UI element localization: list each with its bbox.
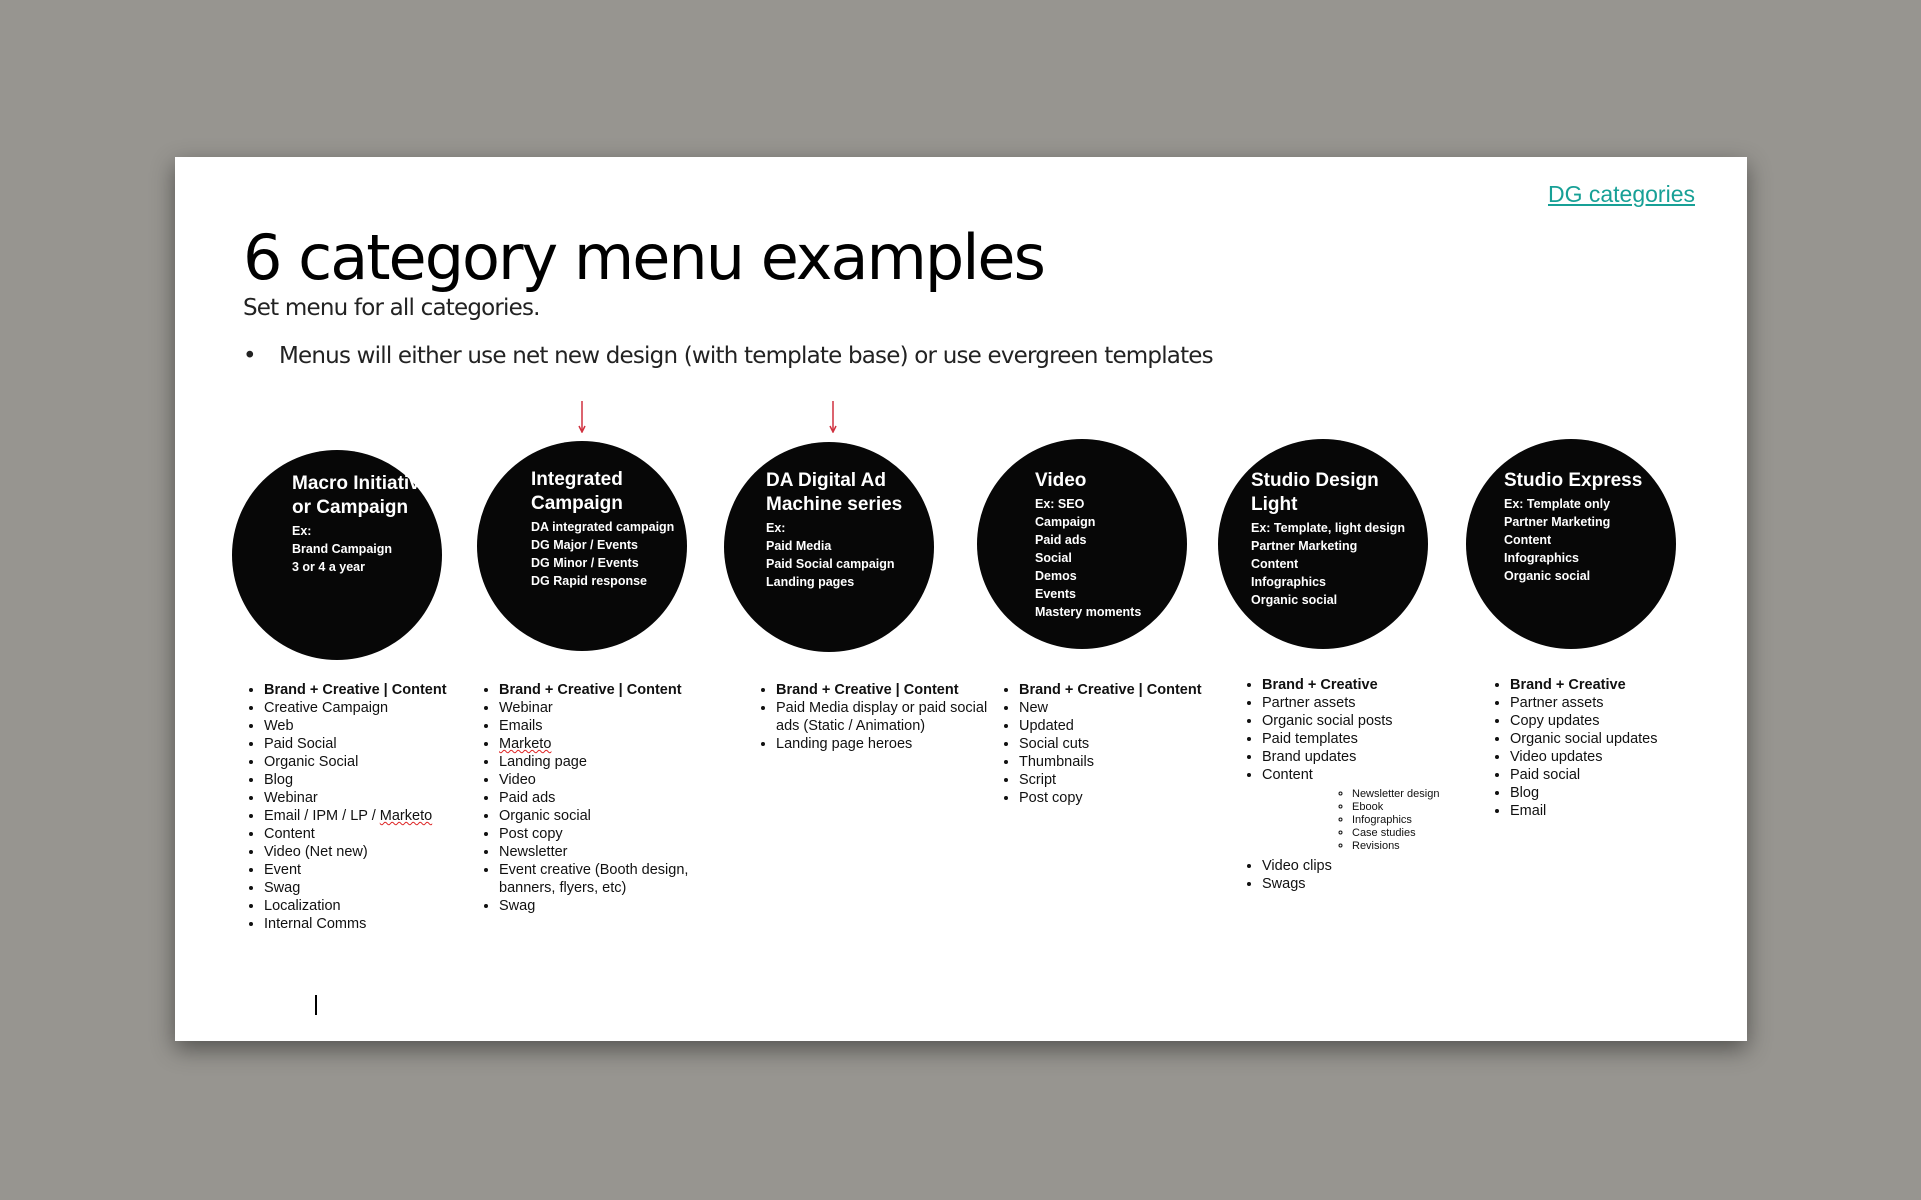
- list-item: • Video (Net new): [264, 843, 496, 861]
- list-item: • Paid Media display or paid social ads (Static / Animation): [776, 699, 1008, 735]
- sublist-item: ◦ Revisions: [1352, 840, 1494, 853]
- list-item: • Brand updates: [1262, 748, 1494, 766]
- category-example-line: DG Major / Events: [531, 538, 638, 552]
- list-item: • Thumbnails: [1019, 753, 1251, 771]
- category-circle: [724, 442, 934, 652]
- bullet-point: [243, 343, 1213, 369]
- deliverables-list: [1240, 676, 1494, 893]
- list-item: • Blog: [264, 771, 496, 789]
- list-item: • Organic social updates: [1510, 730, 1742, 748]
- list-item: • Brand + Creative: [1510, 676, 1742, 694]
- category-title: Studio Express: [1504, 470, 1643, 491]
- list-item: • Updated: [1019, 717, 1251, 735]
- category-title: Macro Initiative or Campaign: [292, 473, 431, 518]
- list-item: • Organic social posts: [1262, 712, 1494, 730]
- subtitle: Set menu for all categories.: [243, 295, 540, 321]
- list-item: • Swag: [499, 897, 731, 915]
- category-example-line: Ex: SEO: [1035, 497, 1085, 511]
- deliverables-list: [997, 681, 1251, 807]
- list-item: • Partner assets: [1510, 694, 1742, 712]
- category-example-line: Paid Media: [766, 539, 832, 553]
- list-item: • Video: [499, 771, 731, 789]
- list-item: • Landing page: [499, 753, 731, 771]
- category-example-line: Brand Campaign: [292, 542, 393, 556]
- list-item: • Emails: [499, 717, 731, 735]
- sublist-item: ◦ Case studies: [1352, 827, 1494, 840]
- category-example-line: Social: [1035, 551, 1072, 565]
- down-arrow-icon: [577, 401, 587, 433]
- sublist-item: ◦ Ebook: [1352, 801, 1494, 814]
- category-example-line: Content: [1504, 533, 1552, 547]
- list-item: • Webinar: [499, 699, 731, 717]
- list-item: • Creative Campaign: [264, 699, 496, 717]
- list-item: • Web: [264, 717, 496, 735]
- list-item: • Event: [264, 861, 496, 879]
- category-example-line: DG Rapid response: [531, 574, 647, 588]
- list-item: • Localization: [264, 897, 496, 915]
- category-example-line: DG Minor / Events: [531, 556, 639, 570]
- list-item: • Social cuts: [1019, 735, 1251, 753]
- category-example-line: Infographics: [1504, 551, 1580, 565]
- category-example-line: DA integrated campaign: [531, 520, 675, 534]
- category-circle: [977, 439, 1187, 649]
- list-item: • Organic social: [499, 807, 731, 825]
- list-item: • Organic Social: [264, 753, 496, 771]
- list-item: • Script: [1019, 771, 1251, 789]
- list-item-text: Marketo: [499, 736, 552, 752]
- category-example-line: Demos: [1035, 569, 1077, 583]
- content-sublist: [1332, 788, 1494, 853]
- down-arrow-icon: [828, 401, 838, 433]
- category-example-line: Partner Marketing: [1504, 515, 1611, 529]
- category-example-line: Infographics: [1251, 575, 1327, 589]
- category-circle: [477, 441, 687, 651]
- category-example-line: Content: [1251, 557, 1299, 571]
- list-item: • Webinar: [264, 789, 496, 807]
- list-item: • Brand + Creative | Content: [499, 681, 731, 699]
- list-item: • Landing page heroes: [776, 735, 1008, 753]
- list-item: • Post copy: [499, 825, 731, 843]
- deliverables-list: [242, 681, 496, 933]
- category-example-line: Organic social: [1251, 593, 1338, 607]
- category-example-line: Paid ads: [1035, 533, 1087, 547]
- list-item: • Partner assets: [1262, 694, 1494, 712]
- category-example-line: 3 or 4 a year: [292, 560, 365, 574]
- category-circle: [1218, 439, 1428, 649]
- spellcheck-word: Marketo: [379, 808, 433, 824]
- category-circle: [232, 450, 442, 660]
- list-item: • Swags: [1262, 875, 1494, 893]
- list-item: • Paid social: [1510, 766, 1742, 784]
- dg-categories-link[interactable]: DG categories: [1547, 181, 1695, 207]
- list-item: • Paid Social: [264, 735, 496, 753]
- sublist-item: ◦ Newsletter design: [1352, 788, 1494, 801]
- list-item: • Event creative (Booth design, banners, flyers, etc): [499, 861, 731, 897]
- category-example-line: Organic social: [1504, 569, 1591, 583]
- list-item: • Brand + Creative: [1262, 676, 1494, 694]
- category-circle: [1466, 439, 1676, 649]
- deliverables-list: [754, 681, 1008, 753]
- bullet-text: Menus will either use net new design (with template base) or use evergreen templates: [279, 343, 1213, 369]
- list-item-text: Content: [1262, 767, 1313, 783]
- category-example-line: Partner Marketing: [1251, 539, 1358, 553]
- category-example-line: Campaign: [1035, 515, 1096, 529]
- category-example-line: Landing pages: [766, 575, 855, 589]
- list-item: • Video clips: [1262, 857, 1494, 875]
- category-example-line: Events: [1035, 587, 1076, 601]
- list-item: • Email: [1510, 802, 1742, 820]
- list-item: • Internal Comms: [264, 915, 496, 933]
- list-item: • Paid ads: [499, 789, 731, 807]
- slide: [175, 157, 1747, 1041]
- category-example-line: Ex:: [766, 521, 786, 535]
- category-example-line: Ex: Template only: [1504, 497, 1611, 511]
- list-item: • Swag: [264, 879, 496, 897]
- list-item: • Brand + Creative | Content: [776, 681, 1008, 699]
- deliverables-list: [477, 681, 731, 915]
- list-item: [1262, 766, 1494, 853]
- list-item: • Video updates: [1510, 748, 1742, 766]
- category-example-line: Ex: Template, light design: [1251, 521, 1405, 535]
- list-item: • Copy updates: [1510, 712, 1742, 730]
- sublist-item: ◦ Infographics: [1352, 814, 1494, 827]
- deliverables-list: [1488, 676, 1742, 820]
- list-item: • Brand + Creative | Content: [1019, 681, 1251, 699]
- list-item: • Email / IPM / LP / Marketo: [264, 807, 496, 825]
- list-item: • Newsletter: [499, 843, 731, 861]
- list-item: • Content: [264, 825, 496, 843]
- category-example-line: Paid Social campaign: [766, 557, 895, 571]
- bullet-dot-icon: •: [243, 343, 256, 369]
- category-title: Integrated Campaign: [531, 469, 623, 514]
- list-item: • Brand + Creative | Content: [264, 681, 496, 699]
- page-title: 6 category menu examples: [243, 221, 1044, 294]
- category-example-line: Mastery moments: [1035, 605, 1142, 619]
- list-item: • Blog: [1510, 784, 1742, 802]
- list-item: • New: [1019, 699, 1251, 717]
- category-example-line: Ex:: [292, 524, 312, 538]
- category-title: Video: [1035, 470, 1087, 491]
- category-title: Studio Design Light: [1251, 470, 1379, 515]
- text-cursor: [315, 995, 317, 1015]
- list-item: • Paid templates: [1262, 730, 1494, 748]
- list-item: [499, 735, 731, 753]
- list-item: • Post copy: [1019, 789, 1251, 807]
- category-title: DA Digital Ad Machine series: [766, 470, 903, 515]
